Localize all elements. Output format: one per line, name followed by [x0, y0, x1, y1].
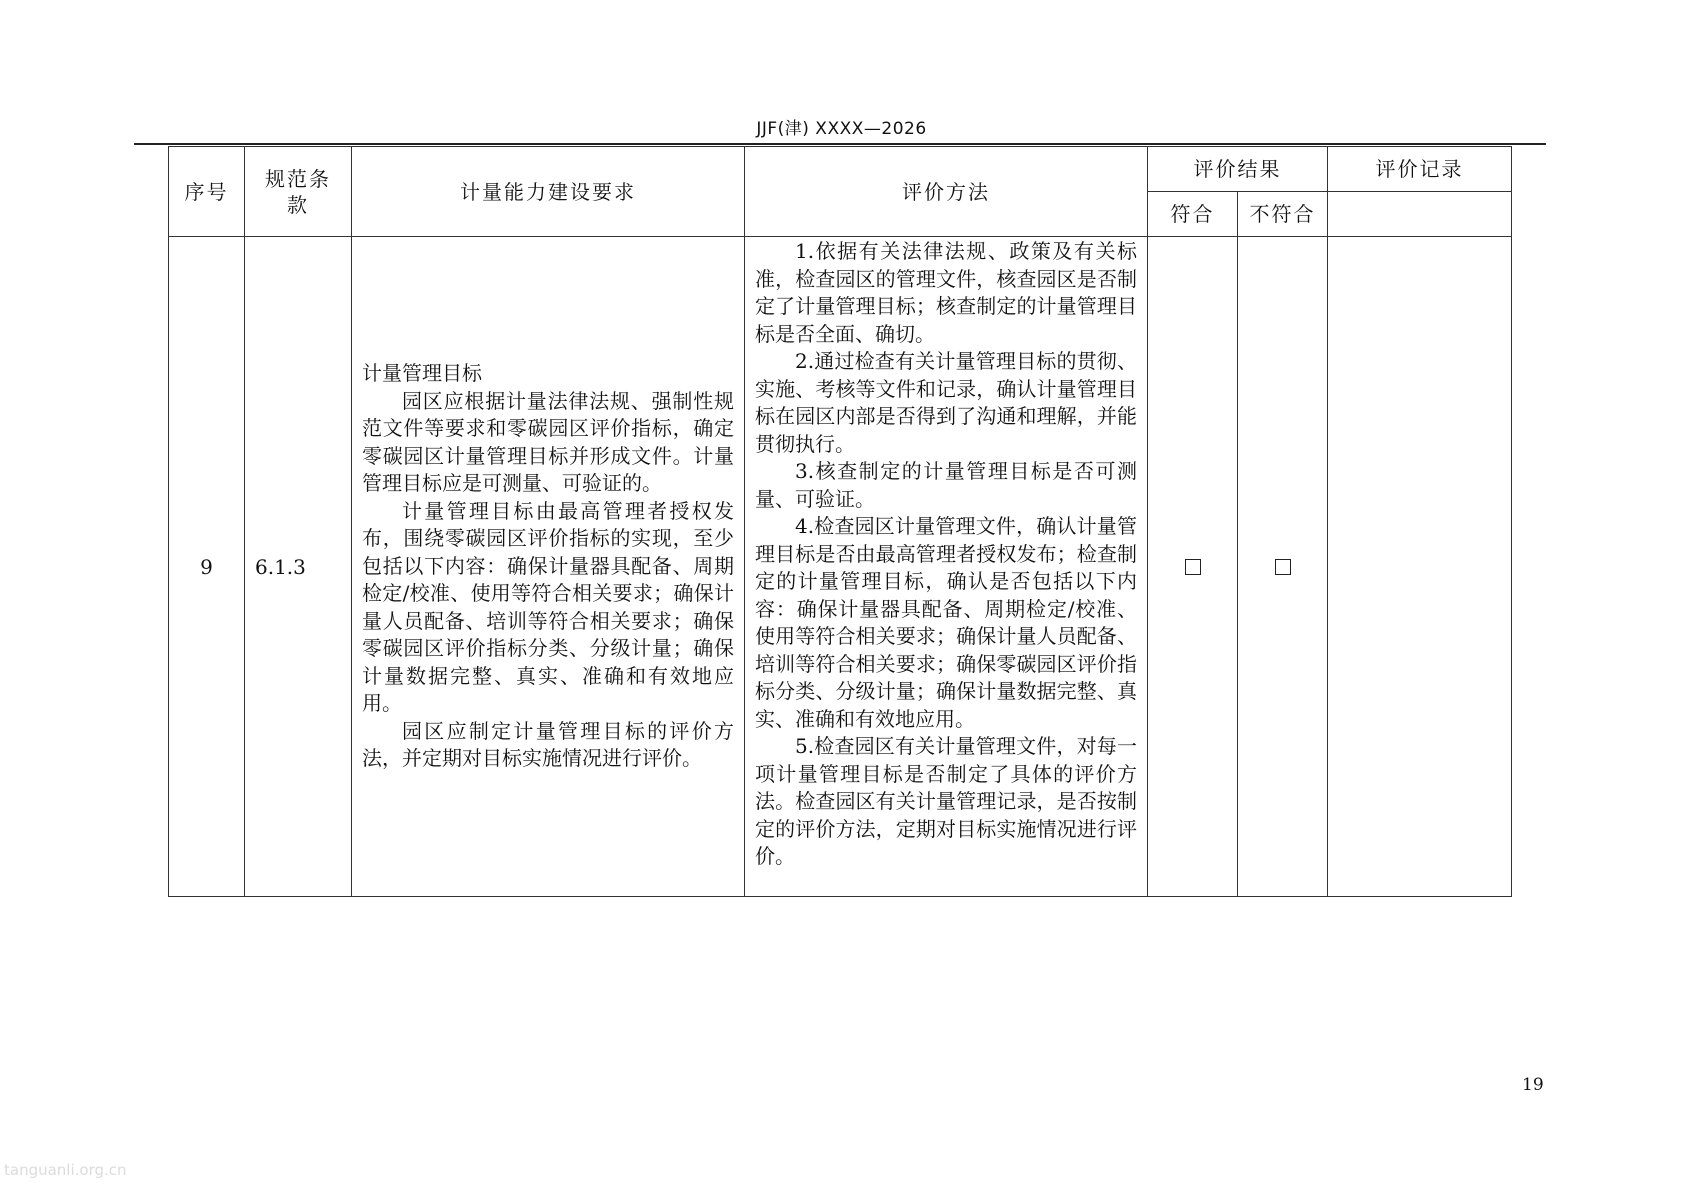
row-requirement	[352, 237, 745, 897]
watermark-text: tanguanli.org.cn	[4, 1161, 127, 1179]
header-requirement: 计量能力建设要求	[352, 147, 745, 237]
document-code-header: JJF(津) XXXX—2026	[756, 119, 927, 139]
method-item: 1.依据有关法律法规、政策及有关标准，检查园区的管理文件，核查园区是否制定了计量管理目标；核查制定的计量管理目标是否全面、确切。	[755, 239, 1137, 346]
header-conform: 符合	[1148, 192, 1238, 237]
method-item: 5.检查园区有关计量管理文件，对每一项计量管理目标是否制定了具体的评价方法。检查园区有关计量管理记录，是否按制定的评价方法，定期对目标实施情况进行评价。	[755, 734, 1137, 868]
row-seq: 9	[169, 237, 245, 897]
page-number: 19	[1522, 1075, 1544, 1095]
method-item: 2.通过检查有关计量管理目标的贯彻、实施、考核等文件和记录，确认计量管理目标在园区内部是否得到了沟通和理解，并能贯彻执行。	[755, 349, 1137, 456]
evaluation-table	[168, 146, 1512, 897]
header-seq: 序号	[169, 147, 245, 237]
header-rule	[134, 143, 1546, 145]
method-item: 4.检查园区计量管理文件，确认计量管理目标是否由最高管理者授权发布；检查制定的计量管理目标，确认是否包括以下内容：确保计量器具配备、周期检定/校准、使用等符合相关要求；确保计量人员配备、培训等符合相关要求；确保零碳园区评价指标分类、分级计量；确保计量数据完整、真实、准确和有效地应用。	[755, 514, 1137, 731]
requirement-paragraph: 园区应根据计量法律法规、强制性规范文件等要求和零碳园区评价指标，确定零碳园区计量管理目标并形成文件。计量管理目标应是可测量、可验证的。	[362, 388, 734, 496]
header-method: 评价方法	[745, 147, 1148, 237]
row-clause: 6.1.3	[245, 237, 352, 897]
header-result: 评价结果	[1148, 147, 1328, 192]
method-item: 3.核查制定的计量管理目标是否可测量、可验证。	[755, 459, 1137, 511]
row-nonconform-cell	[1238, 237, 1328, 897]
requirement-title: 计量管理目标	[362, 361, 482, 386]
nonconform-checkbox[interactable]	[1275, 559, 1291, 575]
requirement-paragraph: 园区应制定计量管理目标的评价方法，并定期对目标实施情况进行评价。	[362, 718, 734, 771]
header-record-sub	[1328, 192, 1512, 237]
row-conform-cell	[1148, 237, 1238, 897]
header-clause	[245, 147, 352, 237]
conform-checkbox[interactable]	[1185, 559, 1201, 575]
header-nonconform: 不符合	[1238, 192, 1328, 237]
header-clause-text: 规范条款	[265, 166, 331, 217]
row-method	[745, 237, 1148, 897]
requirement-paragraph: 计量管理目标由最高管理者授权发布，围绕零碳园区评价指标的实现，至少包括以下内容：确保计量器具配备、周期检定/校准、使用等符合相关要求；确保计量人员配备、培训等符合相关要求；确保零碳园区评价指标分类、分级计量；确保计量数据完整、真实、准确和有效地应用。	[362, 498, 734, 716]
table-row	[169, 237, 1512, 897]
row-record	[1328, 237, 1512, 897]
header-record: 评价记录	[1328, 147, 1512, 192]
